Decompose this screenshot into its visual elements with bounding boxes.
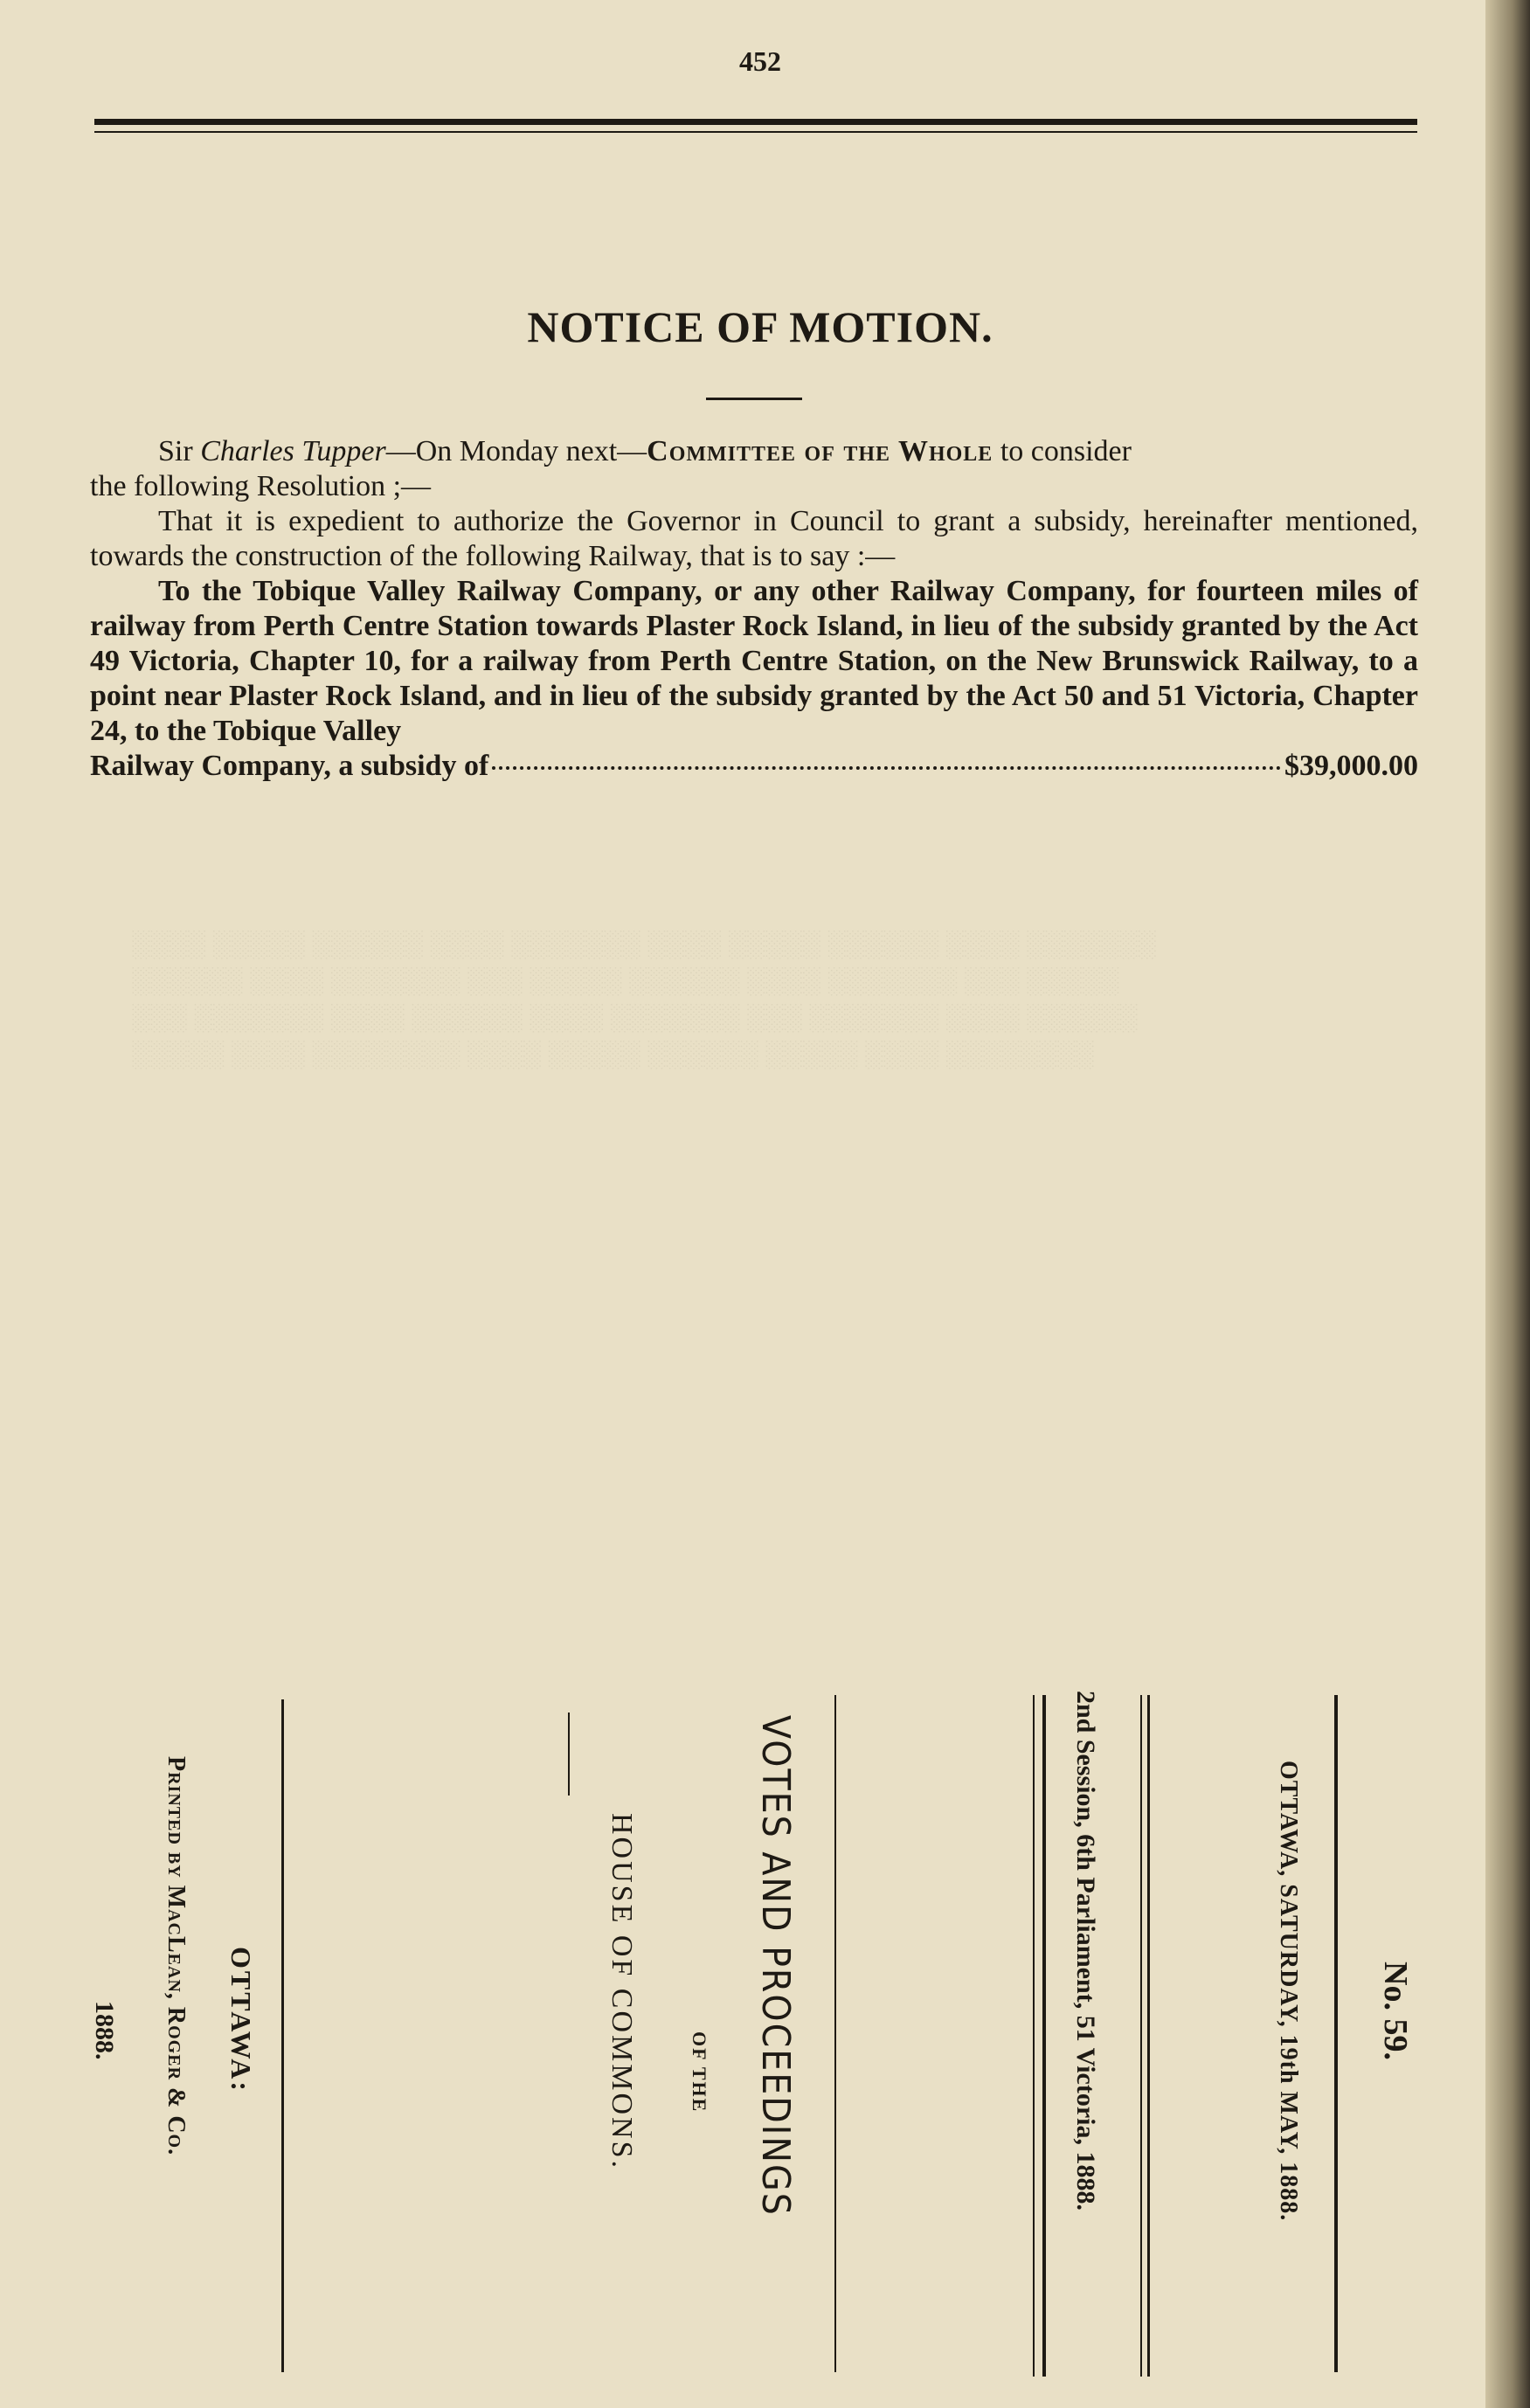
subsidy-paragraph: To the Tobique Valley Railway Company, or any other Railway Company, for fourteen miles of railway from Perth Centre Station towards Plaster Rock Island, in lieu of the subsidy granted by the Act 49 Victoria, Chapter 10, for a railway from Perth Centre Station, on the New Brunswick Railway, to a point near Plaster Rock Island, and in lieu of the subsidy granted by the Act 50 and 51 Victoria, Chapter 24, to the Tobique Valley: [90, 575, 1418, 747]
committee-name: Committee of the Whole: [647, 435, 993, 467]
imprint-printer: Printed by MacLean, Roger & Co.: [163, 1756, 190, 2156]
cover-rule-double-a: [1147, 1695, 1150, 2377]
cover-rule-thin: [1033, 1695, 1035, 2377]
motion-text: [90, 434, 1418, 784]
page-number: 452: [739, 45, 781, 77]
to-consider: to consider: [1000, 435, 1132, 467]
mover-name: Charles Tupper: [200, 435, 386, 467]
header-rule-thick: [94, 119, 1417, 125]
notice-title: NOTICE OF MOTION.: [527, 302, 993, 351]
cover-rule-short: [568, 1713, 570, 1796]
votes-title: VOTES AND PROCEEDINGS: [753, 1715, 798, 2217]
dot-leader: [492, 766, 1281, 770]
issue-number: No. 59.: [1377, 1962, 1414, 2060]
subsidy-amount: $39,000.00: [1284, 750, 1418, 782]
session-line: 2nd Session, 6th Parliament, 51 Victoria, 1888.: [1071, 1691, 1100, 2211]
motion-intro-end: the following Resolution ;—: [90, 470, 432, 502]
bleed-through-texture: ░░░░ ░░░░░ ░░░░░░ ░░░░ ░░░░░░░ ░░░░ ░░░░░ ░░░░░░ ░░░░ ░░░░░░░ ░░░░░░ ░░░░ ░░░░░░░ ░░░ ░░░░░ ░░░░░░ ░░░░ ░░░░░░░ ░░░ ░░░░░ ░░░ ░░░░░░░ ░░░░ ░░░░░░ ░░░░ ░░░░░░░ ░░░ ░░░░░░░ ░░░░ ░░░░░░ ░░░░░ ░░░░ ░░░░░░░░ ░░░░ ░░░░░ ░░░░░░ ░░░░░ ░░░░ ░░░░░░░░: [131, 930, 1156, 1069]
house-of-commons: HOUSE OF COMMONS.: [606, 1813, 638, 2171]
of-the: OF THE: [689, 2031, 710, 2114]
title-underline: [706, 398, 802, 400]
cover-rule-mid: [834, 1695, 836, 2372]
header-rule-thin: [94, 131, 1417, 133]
resolution-paragraph: That it is expedient to authorize the Governor in Council to grant a subsidy, hereinafter mentioned, towards the construction of the following Railway, that is to say :—: [90, 505, 1418, 572]
cover-rule-right: [1334, 1695, 1338, 2372]
imprint-year: 1888.: [90, 2001, 119, 2060]
page-edge-shadow: [1485, 0, 1530, 2408]
issue-date: OTTAWA, SATURDAY, 19th MAY, 1888.: [1275, 1761, 1302, 2222]
cover-rule-double-b: [1140, 1695, 1142, 2377]
motion-intro: Sir Charles Tupper—On Monday next—Committee of the Whole to consider: [158, 435, 1132, 467]
subsidy-amount-line: [90, 749, 1418, 784]
subsidy-last-line: Railway Company, a subsidy of: [90, 750, 489, 782]
motion-when: On Monday next: [415, 435, 618, 467]
cover-rule-thick: [1042, 1695, 1046, 2377]
cover-rule-left: [281, 1699, 284, 2372]
imprint-city: OTTAWA:: [225, 1947, 257, 2093]
